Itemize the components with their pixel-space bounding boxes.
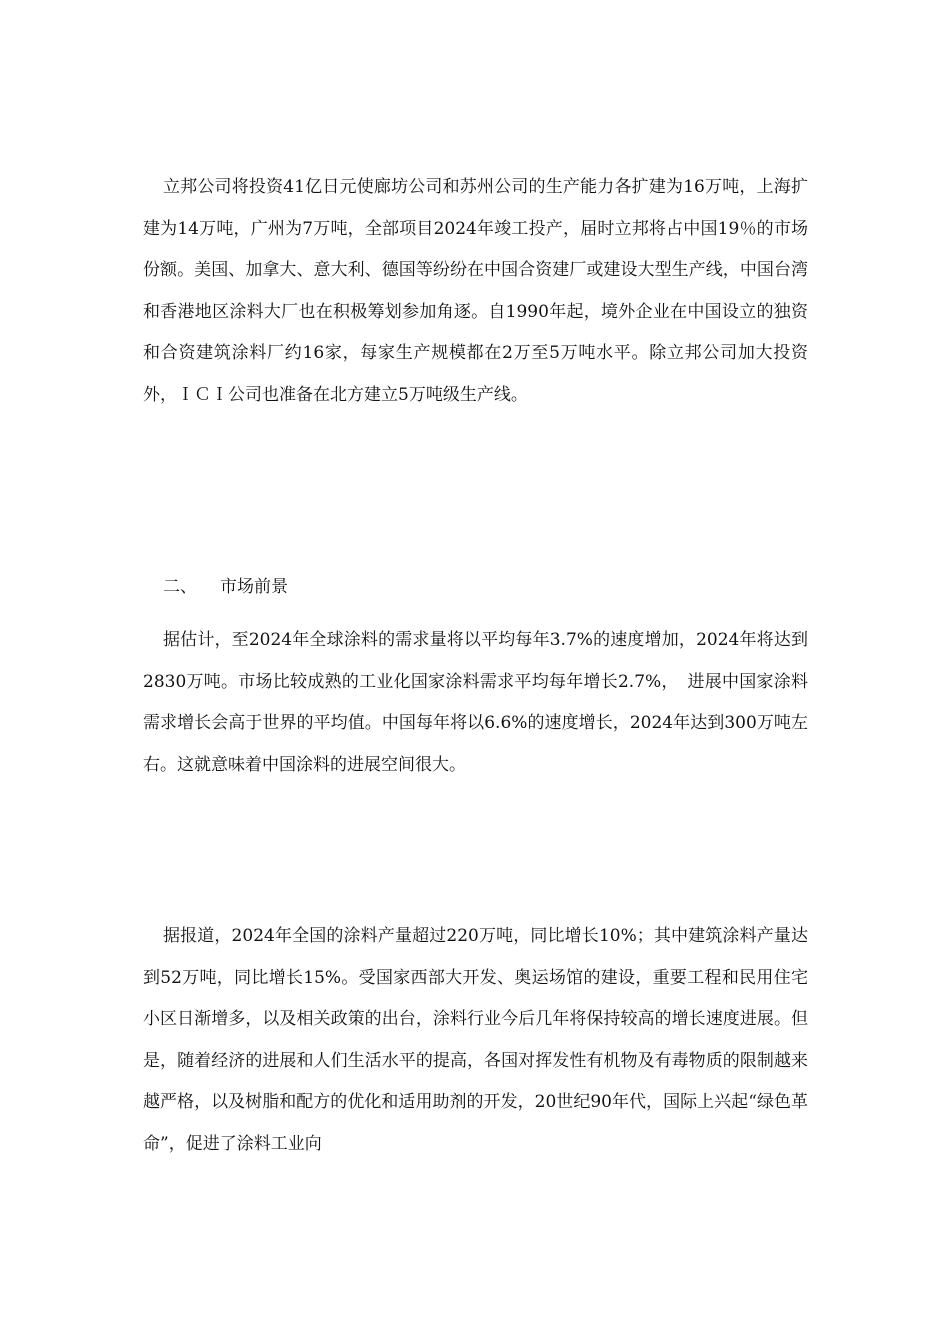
section-heading-title: 市场前景 — [220, 577, 288, 597]
section-heading-number: 二、 — [163, 577, 197, 597]
body-paragraph-production-report: 据报道，2024年全国的涂料产量超过220万吨，同比增长10%；其中建筑涂料产量达到52万吨，同比增长15%。受国家西部大开发、奥运场馆的建设，重要工程和民用住宅小区日渐增多，以及相关政策的出台，涂料行业今后几年将保持较高的增长速度进展。但是，随着经济的进展和人们生活水平的提高，各国对挥发性有机物及有毒物质的限制越来越严格，以及树脂和配方的优化和适用助剂的开发，20世纪90年代，国际上兴起“绿色革命”，促进了涂料工业向 — [143, 926, 808, 1154]
body-paragraph-market-outlook: 据估计，至2024年全球涂料的需求量将以平均每年3.7%的速度增加，2024年将达到2830万吨。市场比较成熟的工业化国家涂料需求平均每年增长2.7%， 进展中国家涂料需求增长会高于世界的平均值。中国每年将以6.6%的速度增长，2024年达到300万吨左右。这就意味着中国涂料的进展空间很大。 — [143, 630, 808, 775]
section-heading — [163, 573, 288, 601]
body-paragraph-investment: 立邦公司将投资41亿日元使廊坊公司和苏州公司的生产能力各扩建为16万吨，上海扩建为14万吨，广州为7万吨，全部项目2024年竣工投产，届时立邦将占中国19％的市场份额。美国、加拿大、意大利、德国等纷纷在中国合资建厂或建设大型生产线，中国台湾和香港地区涂料大厂也在积极筹划参加角逐。自1990年起，境外企业在中国设立的独资和合资建筑涂料厂约16家，每家生产规模都在2万至5万吨水平。除立邦公司加大投资外，ＩＣＩ公司也准备在北方建立5万吨级生产线。 — [143, 177, 808, 405]
